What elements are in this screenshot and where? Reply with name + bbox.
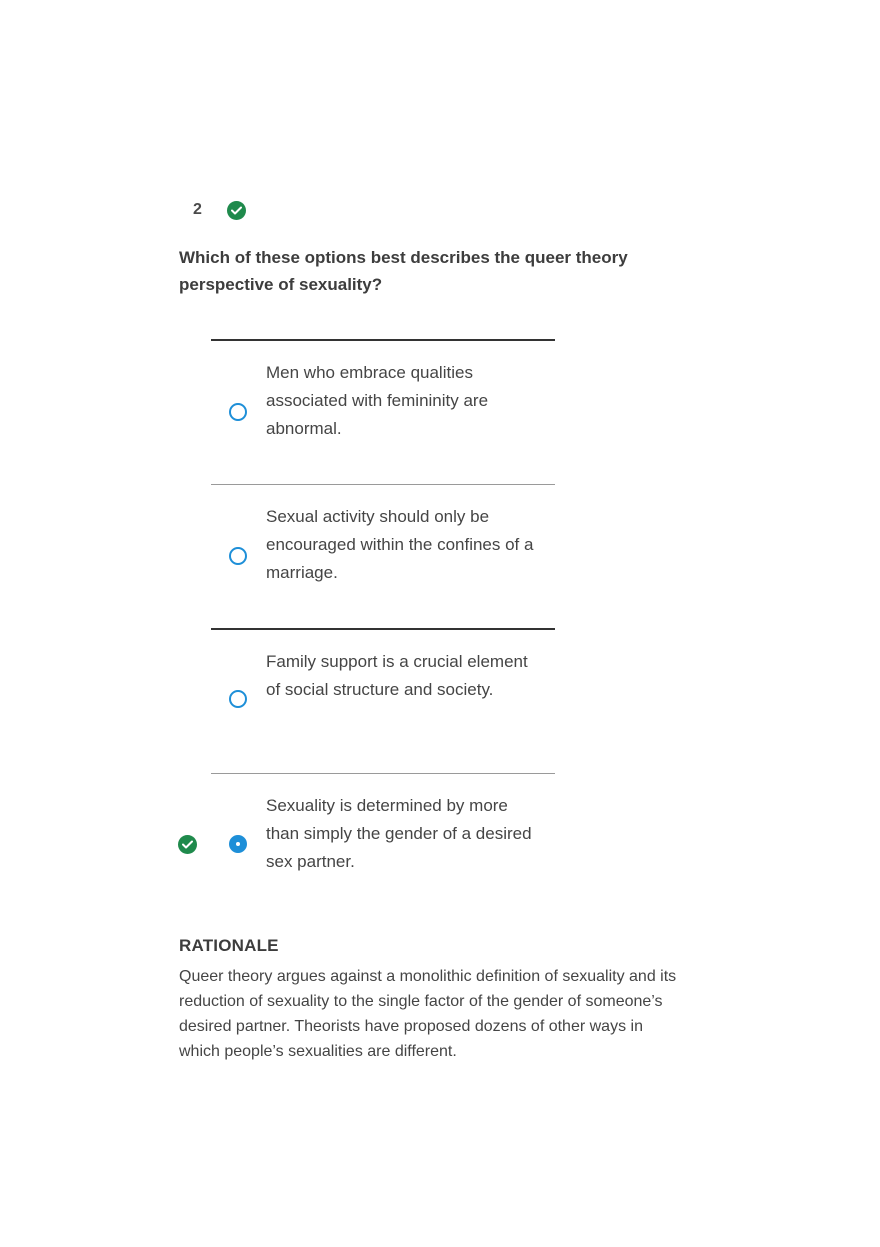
answer-option-text: Family support is a crucial element of social structure and society. — [266, 652, 528, 699]
answer-option-text: Sexual activity should only be encouraged within the confines of a marriage. — [266, 507, 534, 582]
radio-button[interactable] — [229, 547, 247, 565]
answer-option[interactable] — [211, 339, 555, 484]
answer-option-selected[interactable] — [211, 773, 555, 917]
question-number: 2 — [193, 201, 202, 218]
answer-option-text: Men who embrace qualities associated with femininity are abnormal. — [266, 363, 489, 438]
answer-option-text: Sexuality is determined by more than simply the gender of a desired sex partner. — [266, 796, 532, 871]
answer-options — [211, 339, 555, 917]
radio-button-selected[interactable] — [229, 835, 247, 853]
correct-check-icon — [178, 835, 197, 854]
question-header — [193, 198, 246, 222]
answer-option[interactable] — [211, 628, 555, 773]
radio-button[interactable] — [229, 690, 247, 708]
rationale-title: RATIONALE — [179, 936, 279, 955]
check-circle-icon — [227, 201, 246, 220]
radio-button[interactable] — [229, 403, 247, 421]
question-text: Which of these options best describes the queer theory perspective of sexuality? — [179, 248, 628, 294]
rationale-text: Queer theory argues against a monolithic definition of sexuality and its reduction of sexuality to the single factor of the gender of someone’s desired partner. Theorists have proposed dozens of other ways in which people’s sexualities are different. — [179, 968, 677, 1060]
answer-option[interactable] — [211, 484, 555, 628]
